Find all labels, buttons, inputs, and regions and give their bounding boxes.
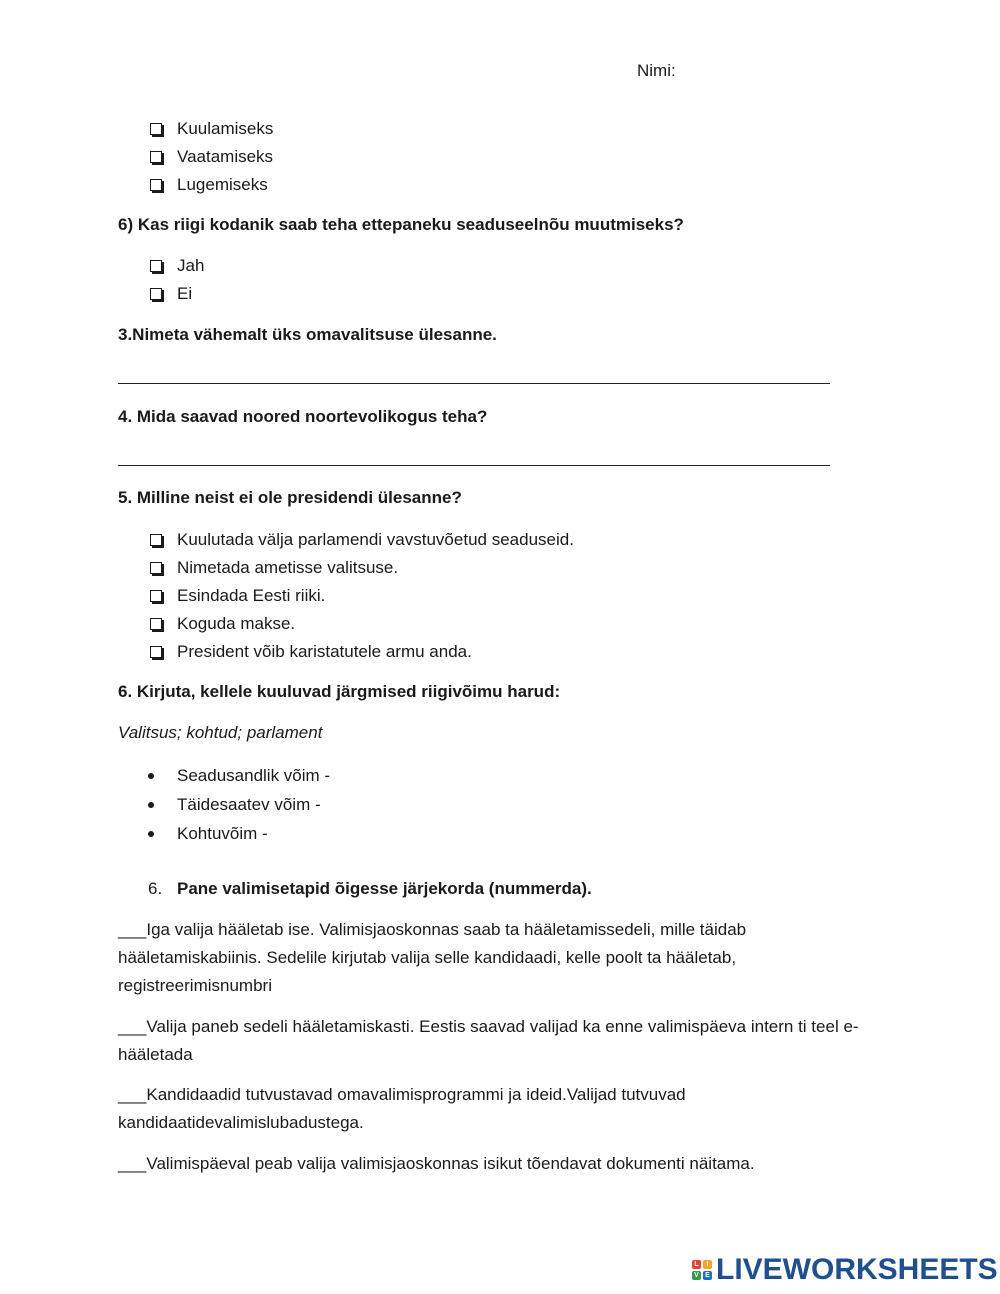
logo-tile: E xyxy=(703,1271,712,1280)
name-label: Nimi: xyxy=(637,61,676,80)
logo-text: LIVEWORKSHEETS xyxy=(716,1253,998,1286)
checkbox-icon[interactable] xyxy=(150,288,162,300)
checkbox-icon[interactable] xyxy=(150,534,162,546)
checkbox-option[interactable]: Koguda makse. xyxy=(148,610,574,638)
checkbox-icon[interactable] xyxy=(150,562,162,574)
question-text: Pane valimisetapid õigesse järjekorda (nummerda). xyxy=(177,879,592,898)
question-6b: 6. Kirjuta, kellele kuuluvad järgmised riigivõimu harud: xyxy=(118,682,561,701)
checkbox-option[interactable]: Vaatamiseks xyxy=(148,143,273,171)
checkbox-option[interactable]: Jah xyxy=(148,252,204,280)
checkbox-icon[interactable] xyxy=(150,618,162,630)
answer-line-q3[interactable] xyxy=(118,383,830,384)
checkbox-icon[interactable] xyxy=(150,260,162,272)
logo-tile: L xyxy=(692,1260,701,1269)
checkbox-icon[interactable] xyxy=(150,646,162,658)
logo-mark-icon xyxy=(692,1260,712,1280)
checkbox-option[interactable]: Nimetada ametisse valitsuse. xyxy=(148,554,574,582)
checkbox-option[interactable]: Kuulamiseks xyxy=(148,115,273,143)
question-number: 6. xyxy=(148,879,163,898)
checkbox-option[interactable]: Kuulutada välja parlamendi vavstuvõetud seaduseid. xyxy=(148,526,574,554)
question-6a-options xyxy=(148,252,204,308)
checkbox-option[interactable]: President võib karistatutele armu anda. xyxy=(148,638,574,666)
checkbox-option[interactable]: Ei xyxy=(148,280,204,308)
ordering-paragraph[interactable]: ___Valimispäeval peab valija valimisjaoskonnas isikut tõendavat dokumenti näitama. xyxy=(118,1154,755,1173)
list-item: Täidesaatev võim - xyxy=(148,790,330,819)
question-6b-items xyxy=(148,761,330,848)
question-6c xyxy=(148,879,592,899)
prev-question-options xyxy=(148,115,273,199)
answer-line-q4[interactable] xyxy=(118,465,830,466)
logo-tile: I xyxy=(703,1260,712,1269)
ordering-paragraph[interactable]: ___Iga valija hääletab ise. Valimisjaoskonnas saab ta hääletamissedeli, mille täidab hääletamiskabiinis. Sedelile kirjutab valija selle kandidaadi, kelle poolt ta hääletab, registreerimisnumbri xyxy=(118,920,747,995)
checkbox-icon[interactable] xyxy=(150,179,162,191)
bullet-icon xyxy=(148,773,154,779)
logo-tile: V xyxy=(692,1271,701,1280)
bullet-icon xyxy=(148,831,154,837)
checkbox-icon[interactable] xyxy=(150,151,162,163)
list-item: Seadusandlik võim - xyxy=(148,761,330,790)
question-5: 5. Milline neist ei ole presidendi ülesanne? xyxy=(118,488,462,507)
bullet-icon xyxy=(148,802,154,808)
question-6a: 6) Kas riigi kodanik saab teha ettepaneku seaduseelnõu muutmiseks? xyxy=(118,215,684,234)
checkbox-icon[interactable] xyxy=(150,590,162,602)
question-3: 3.Nimeta vähemalt üks omavalitsuse ülesanne. xyxy=(118,325,497,344)
hint-text: Valitsus; kohtud; parlament xyxy=(118,723,323,742)
checkbox-option[interactable]: Lugemiseks xyxy=(148,171,273,199)
question-4: 4. Mida saavad noored noortevolikogus teha? xyxy=(118,407,488,426)
ordering-paragraph[interactable]: ___Kandidaadid tutvustavad omavalimisprogrammi ja ideid.Valijad tutvuvad kandidaatidevalimislubadustega. xyxy=(118,1085,686,1132)
checkbox-icon[interactable] xyxy=(150,123,162,135)
ordering-paragraph[interactable]: ___Valija paneb sedeli hääletamiskasti. Eestis saavad valijad ka enne valimispäeva intern ti teel e-hääletada xyxy=(118,1017,859,1064)
question-5-options xyxy=(148,526,574,666)
liveworksheets-logo xyxy=(692,1253,998,1287)
checkbox-option[interactable]: Esindada Eesti riiki. xyxy=(148,582,574,610)
list-item: Kohtuvõim - xyxy=(148,819,330,848)
